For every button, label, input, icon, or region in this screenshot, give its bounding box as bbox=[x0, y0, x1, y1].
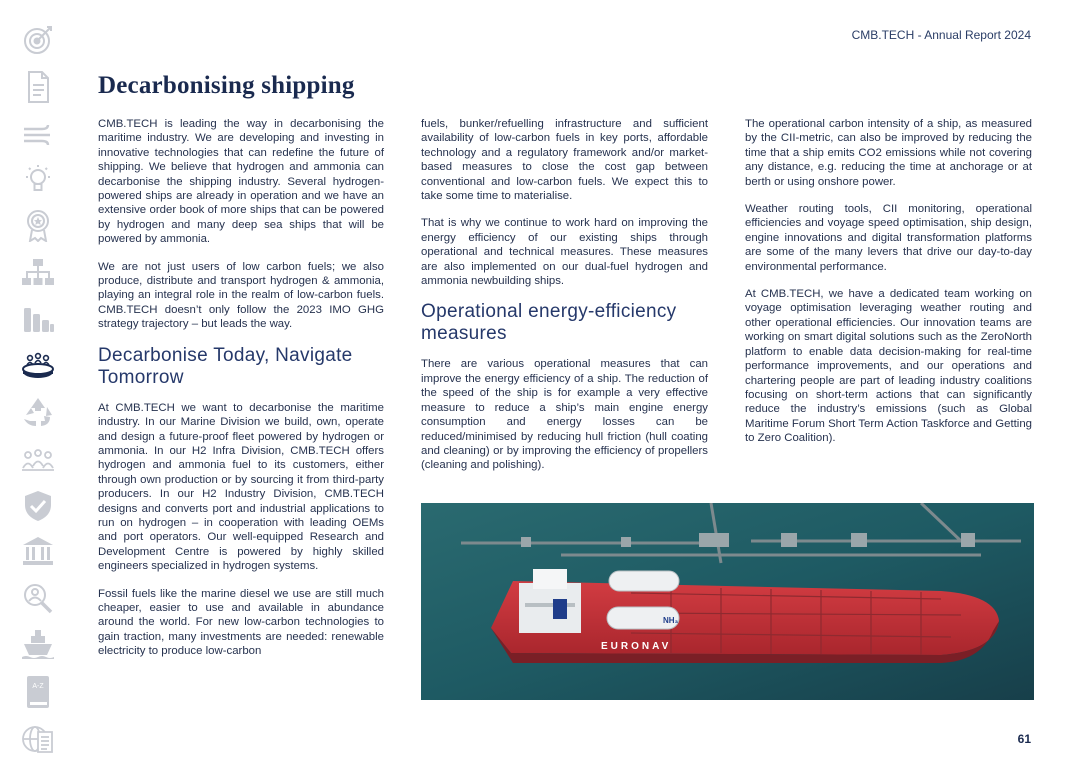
hull-lettering: EURONAV bbox=[601, 641, 672, 652]
paragraph: There are various operational measures that can improve the energy efficiency of a ship. The reduction of the speed of the ship is for example a very effective measure to reduce a ship’s main engine energy consumption and energy losses can be reduced/minimised by reducing hull friction (hull coating and cleaning) or by improving the efficiency of propellers (cleaning and polishing). bbox=[421, 358, 708, 472]
recycle-icon[interactable] bbox=[20, 395, 56, 429]
paragraph: Weather routing tools, CII monitoring, operational efficiencies and voyage speed optimisation, ship design, engine innovations and digital transformation platforms are some of the many levers that drive our day-to-day environmental performance. bbox=[745, 203, 1032, 273]
org-chart-icon[interactable] bbox=[20, 256, 56, 290]
target-icon[interactable] bbox=[20, 23, 56, 57]
glossary-label: A-Z bbox=[32, 683, 44, 690]
column-1 bbox=[98, 117, 384, 672]
bar-chart-icon[interactable] bbox=[20, 302, 56, 336]
paragraph: The operational carbon intensity of a ship, as measured by the CII-metric, can also be improved by reducing the time that a ship emits CO2 emissions while not covering any distance, e.g. reducing the time at anchorage or at berth or using onshore power. bbox=[745, 118, 1032, 188]
paragraph: Fossil fuels like the marine diesel we use are still much cheaper, easier to use and available in abundance around the world. For new low-carbon technologies to gain traction, many investments are needed: renewable electricity to produce low-carbon bbox=[98, 587, 384, 658]
report-header: CMB.TECH - Annual Report 2024 bbox=[851, 28, 1031, 42]
community-icon[interactable] bbox=[20, 443, 56, 477]
ship-icon[interactable] bbox=[20, 627, 56, 661]
column-2 bbox=[421, 117, 708, 486]
search-person-icon[interactable] bbox=[20, 581, 56, 615]
paragraph: We are not just users of low carbon fuels; we also produce, distribute and transport hydrogen & ammonia, playing an integral role in the realm of low-carbon fuels. CMB.TECH doesn’t only follow the 2023 IMO GHG strategy trajectory – but leads the way. bbox=[98, 260, 384, 331]
page-title: Decarbonising shipping bbox=[98, 72, 355, 99]
glossary-book-icon[interactable] bbox=[20, 675, 56, 709]
wind-icon[interactable] bbox=[20, 118, 56, 152]
bank-icon[interactable] bbox=[20, 534, 56, 568]
page-number: 61 bbox=[1017, 732, 1031, 746]
people-platform-icon[interactable] bbox=[20, 350, 56, 384]
paragraph: fuels, bunker/refuelling infrastructure and sufficient availability of low-carbon fuels in key ports, affordable technology and a regulatory framework and/or market-based measures to close the cost gap between conventional and low-carbon fuels. We expect this to take some time to materialise. bbox=[421, 118, 708, 203]
award-icon[interactable] bbox=[20, 208, 56, 242]
paragraph: CMB.TECH is leading the way in decarbonising the maritime industry. We are developing and investing in innovative technologies that can redefine the future of shipping. We believe that hydrogen and ammonia can decarbonise the shipping industry. Several hydrogen-powered ships are already in operation and we have an extensive order book of more ships that can be powered by hydrogen and many deep sea ships that will be powered by ammonia. bbox=[98, 118, 384, 246]
section-heading: Operational energy-efficiency measures bbox=[421, 301, 677, 345]
column-3 bbox=[745, 117, 1032, 459]
globe-document-icon[interactable] bbox=[20, 722, 56, 756]
paragraph: That is why we continue to work hard on improving the energy efficiency of our existing ships through operational and technical measures. These measures are also implemented on our dual-fuel hydrogen and ammonia newbuilding ships. bbox=[421, 217, 708, 288]
shield-check-icon[interactable] bbox=[20, 489, 56, 523]
section-heading: Decarbonise Today, Navigate Tomorrow bbox=[98, 344, 353, 388]
sidebar-nav bbox=[0, 0, 78, 774]
document-icon[interactable] bbox=[20, 70, 56, 104]
ship-photo bbox=[421, 503, 1034, 700]
lightbulb-icon[interactable] bbox=[20, 163, 56, 197]
tank-label: NH₃ bbox=[663, 616, 679, 625]
paragraph: At CMB.TECH we want to decarbonise the maritime industry. In our Marine Division we build, own, operate and design a future-proof fleet powered by hydrogen or ammonia. In our H2 Infra Division, CMB.TECH offers hydrogen and ammonia fuel to its customers, either through own production or by sourcing it from third-party producers. In our H2 Industry Division, CMB.TECH designs and converts port and industrial applications to run on hydrogen – in cooperation with leading OEMs and port operators. Our well-equipped Research and Development Centre is powered by highly skilled engineers specialized in hydrogen systems. bbox=[98, 401, 384, 573]
paragraph: At CMB.TECH, we have a dedicated team working on voyage optimisation leveraging weather routing and other operational efficiencies. Our innovation teams are working on smart digital solutions such as the ZeroNorth platform to enable data decision-making for real-time performance improvements, and our operations and chartering people are part of leading industry coalitions focusing on short-term actions that can significantly reduce the industry’s emissions (such as Global Maritime Forum Short Term Action Taskforce and Getting to Zero Coalition). bbox=[745, 288, 1032, 445]
